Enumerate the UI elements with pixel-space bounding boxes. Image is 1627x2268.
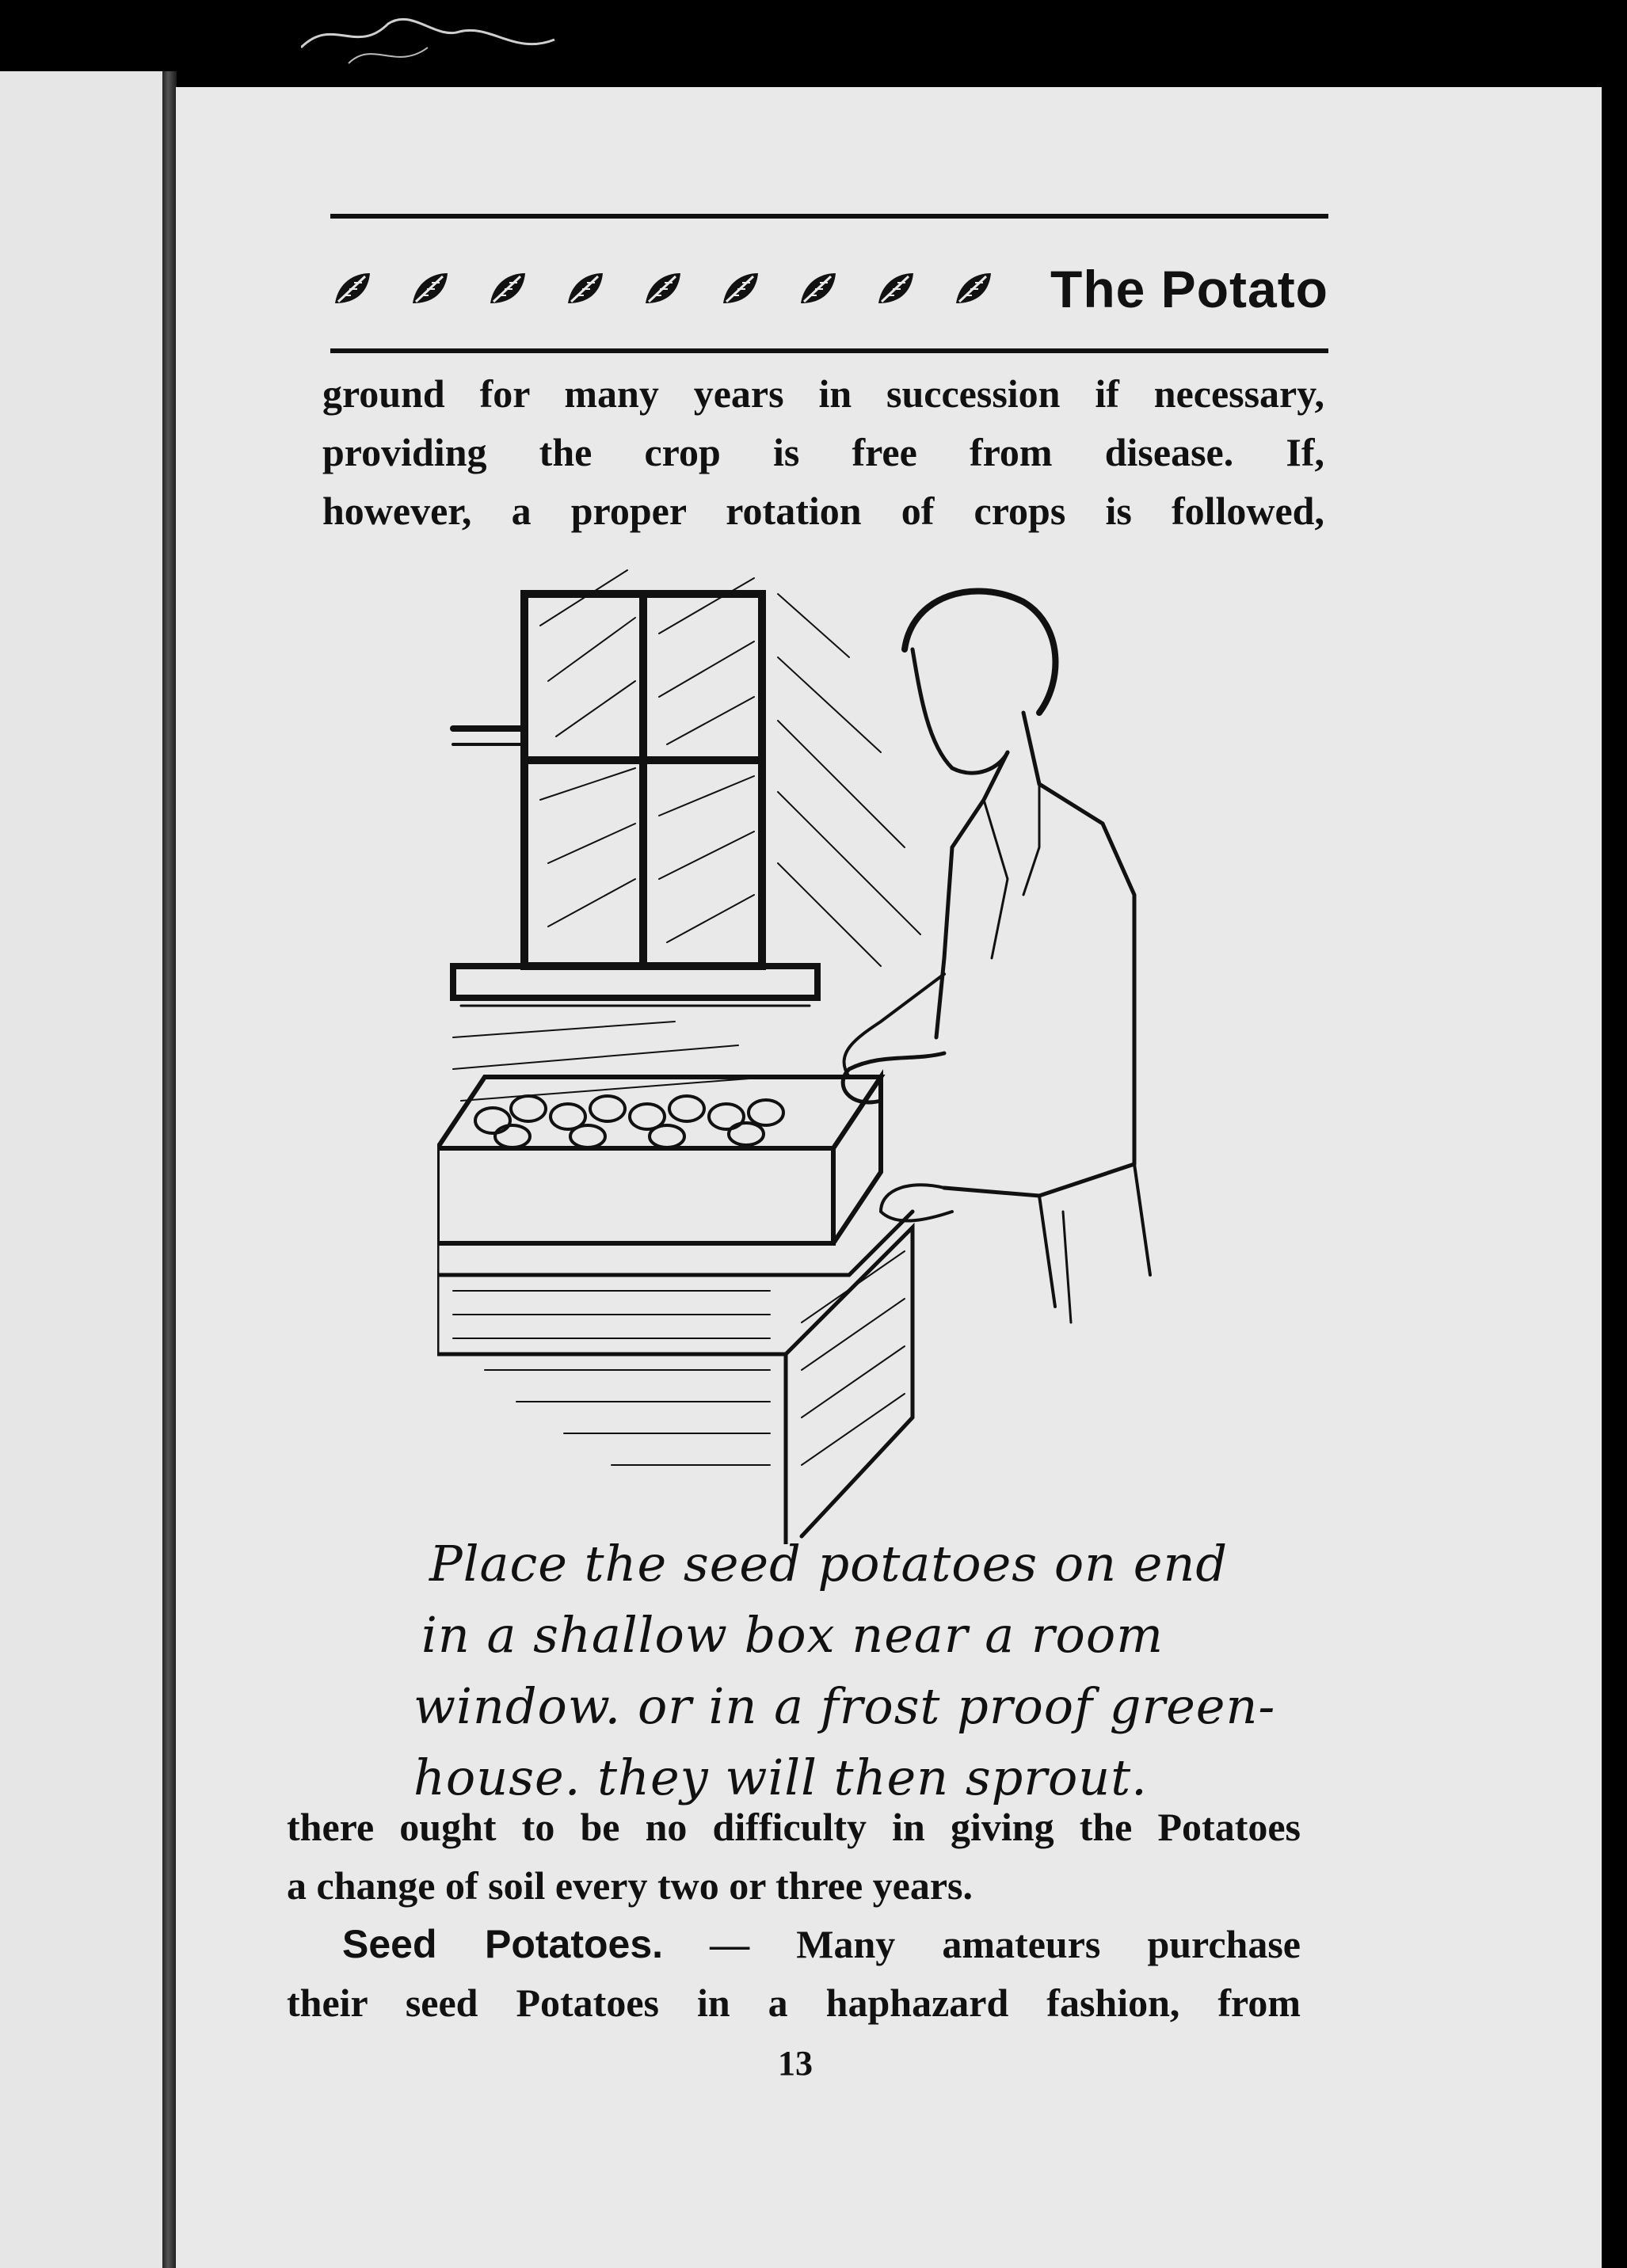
header-rule-bottom (330, 348, 1328, 353)
paper-edge-scratch (301, 0, 570, 79)
header-rule-top (330, 214, 1328, 219)
leaf-ornament-icon (951, 267, 996, 311)
leaf-ornament-icon (796, 267, 840, 311)
illustration-man-sprouting-potatoes (437, 562, 1309, 1544)
section-heading: Seed Potatoes. (342, 1922, 664, 1966)
leaf-ornament-icon (874, 267, 918, 311)
leaf-ornament-icon (330, 267, 375, 311)
page-number: 13 (778, 2044, 813, 2083)
paragraph-after-illustration (287, 1798, 1301, 2032)
running-head-title: The Potato (1050, 260, 1328, 318)
section-text: Many amateurs purchase (796, 1922, 1301, 1966)
leaf-ornament-icon (641, 267, 685, 311)
leaf-ornament-row (330, 267, 996, 311)
paragraph-continued (322, 364, 1324, 540)
leaf-ornament-icon (408, 267, 452, 311)
caption-line: house. they will then sprout. (413, 1749, 1148, 1806)
section-first-line (287, 1915, 1301, 1973)
potato-box-drawing (437, 1077, 913, 1544)
running-header (330, 249, 1328, 329)
text-line: however, a proper rotation of crops is followed, (322, 489, 1324, 533)
man-drawing (843, 592, 1150, 1323)
text-line: there ought to be no difficulty in giving the Potatoes (287, 1805, 1301, 1849)
book-page (176, 87, 1602, 2268)
book-gutter (162, 71, 177, 2268)
facing-page-edge (0, 71, 166, 2268)
text-line: ground for many years in succession if necessary, (322, 371, 1324, 416)
caption-line: in a shallow box near a room (421, 1606, 1164, 1664)
section-dash: — (663, 1922, 797, 1966)
illustration-caption (413, 1528, 1364, 1813)
leaf-ornament-icon (563, 267, 608, 311)
leaf-ornament-icon (486, 267, 530, 311)
text-line: providing the crop is free from disease. If, (322, 430, 1324, 474)
caption-line: Place the seed potatoes on end (429, 1535, 1229, 1593)
text-line: a change of soil every two or three years. (287, 1863, 973, 1908)
caption-line: window. or in a frost proof green- (413, 1677, 1276, 1735)
leaf-ornament-icon (718, 267, 763, 311)
window-drawing (453, 570, 920, 1101)
text-line: their seed Potatoes in a haphazard fashion, from (287, 1981, 1301, 2025)
